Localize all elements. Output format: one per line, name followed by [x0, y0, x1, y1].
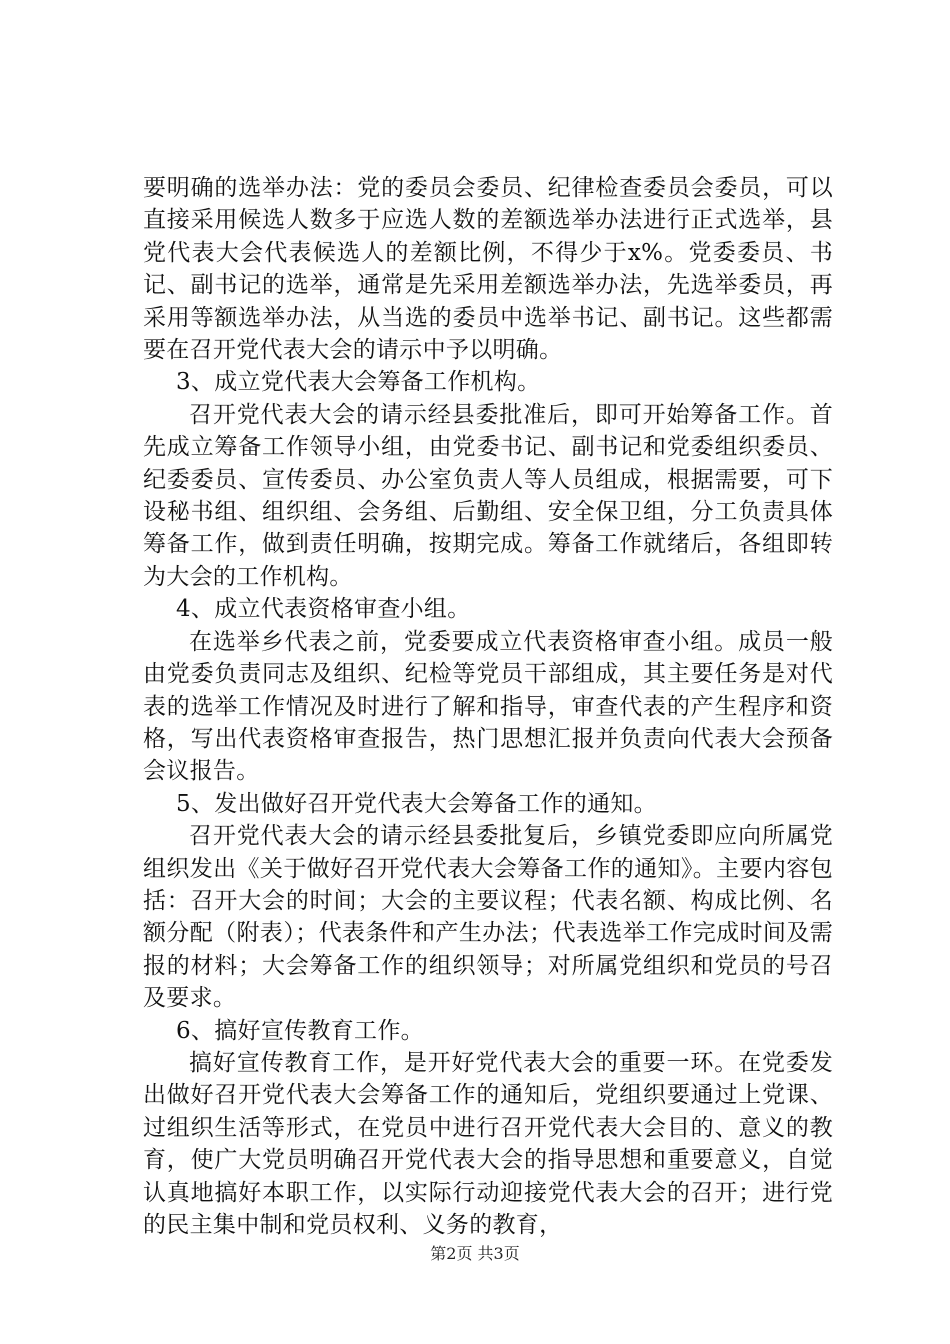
document-body: [143, 172, 833, 1241]
paragraph-election-method: 要明确的选举办法：党的委员会委员、纪律检查委员会委员，可以直接采用候选人数多于应选人数的差额选举办法进行正式选举，县党代表大会代表候选人的差额比例，不得少于x%。党委委员、书记、副书记的选举，通常是先采用差额选举办法，先选举委员，再采用等额选举办法，从当选的委员中选举书记、副书记。这些都需要在召开党代表大会的请示中予以明确。: [143, 175, 833, 364]
paragraph-credentials-group: 在选举乡代表之前，党委要成立代表资格审查小组。成员一般由党委负责同志及组织、纪检等党员干部组成，其主要任务是对代表的选举工作情况及时进行了解和指导，审查代表的产生程序和资格，写出代表资格审查报告，热门思想汇报并负责向代表大会预备会议报告。: [143, 628, 833, 785]
page-number-footer: 第2页 共3页: [430, 1244, 520, 1263]
paragraph-publicity-education: 搞好宣传教育工作，是开好党代表大会的重要一环。在党委发出做好召开党代表大会筹备工作的通知后，党组织要通过上党课、过组织生活等形式，在党员中进行召开党代表大会目的、意义的教育，使广大党员明确召开党代表大会的指导思想和重要意义，自觉认真地搞好本职工作，以实际行动迎接党代表大会的召开；进行党的民主集中制和党员权利、义务的教育，: [143, 1049, 833, 1238]
heading-5-preparation-notice: 5、发出做好召开党代表大会筹备工作的通知。: [176, 790, 657, 817]
paragraph-preparatory-body: 召开党代表大会的请示经县委批准后，即可开始筹备工作。首先成立筹备工作领导小组，由党委书记、副书记和党委组织委员、纪委委员、宣传委员、办公室负责人等人员组成，根据需要，可下设秘书组、组织组、会务组、后勤组、安全保卫组，分工负责具体筹备工作，做到责任明确，按期完成。筹备工作就绪后，各组即转为大会的工作机构。: [143, 401, 833, 590]
heading-3-preparatory-body: 3、成立党代表大会筹备工作机构。: [176, 369, 541, 396]
heading-6-publicity-education: 6、搞好宣传教育工作。: [176, 1017, 424, 1044]
heading-4-credentials-group: 4、成立代表资格审查小组。: [176, 596, 471, 623]
paragraph-preparation-notice: 召开党代表大会的请示经县委批复后，乡镇党委即应向所属党组织发出《关于做好召开党代表大会筹备工作的通知》。主要内容包括：召开大会的时间；大会的主要议程；代表名额、构成比例、名额分配（附表）；代表条件和产生办法；代表选举工作完成时间及需报的材料；大会筹备工作的组织领导；对所属党组织和党员的号召及要求。: [143, 823, 833, 1012]
